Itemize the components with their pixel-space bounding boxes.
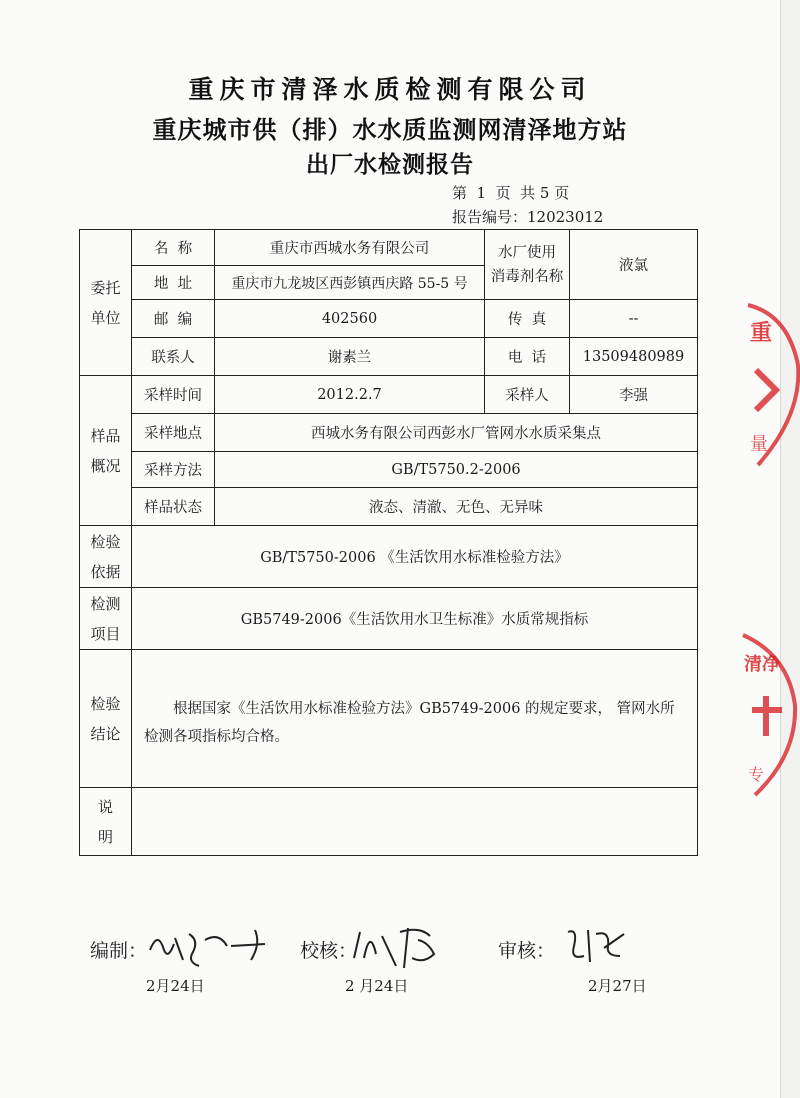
- row-name: [80, 230, 698, 266]
- red-seal-bottom-icon: [738, 630, 800, 800]
- disinfectant-value: 液氯: [570, 230, 698, 300]
- sample-state-label: 样品状态: [132, 488, 215, 526]
- compiler-signature: [145, 920, 285, 970]
- sample-place-label: 采样地点: [132, 414, 215, 452]
- conclusion-value: 根据国家《生活饮用水标准检验方法》GB5749-2006 的规定要求， 管网水所检测各项指标均合格。: [132, 650, 698, 788]
- disinfectant-label-line1: 水厂使用: [498, 244, 556, 261]
- report-number: 报告编号：12023012: [452, 208, 604, 226]
- company-title: 重庆市清泽水质检测有限公司: [188, 75, 592, 104]
- compile-label: 编制：: [90, 940, 148, 962]
- checker-signature: [348, 918, 458, 973]
- name-label: 名 称: [132, 230, 215, 266]
- sample-section-label: 样品 概况: [80, 376, 132, 526]
- address-label: 地 址: [132, 266, 215, 300]
- disinfectant-label-line2: 消毒剂名称: [490, 268, 564, 285]
- items-value: GB5749-2006《生活饮用水卫生标准》水质常规指标: [132, 588, 698, 650]
- address-value: 重庆市九龙坡区西彭镇西庆路 55-5 号: [215, 266, 485, 300]
- remarks-value: [132, 788, 698, 856]
- sample-method-label: 采样方法: [132, 452, 215, 488]
- phone-value: 13509480989: [570, 338, 698, 376]
- row-sample-place: [80, 414, 698, 452]
- svg-text:专: 专: [748, 765, 765, 784]
- svg-text:清净: 清净: [744, 654, 780, 675]
- check-date: 2 月24日: [345, 977, 409, 995]
- sampler-value: 李强: [570, 376, 698, 414]
- page-info: 第 1 页 共 5 页: [452, 184, 570, 202]
- sample-place-value: 西城水务有限公司西彭水厂管网水水质采集点: [215, 414, 698, 452]
- row-sample-method: [80, 452, 698, 488]
- row-postcode: [80, 300, 698, 338]
- sample-state-value: 液态、清澈、无色、无异味: [215, 488, 698, 526]
- svg-text:重: 重: [750, 321, 773, 346]
- contact-value: 谢素兰: [215, 338, 485, 376]
- basis-label: 检验 依据: [80, 526, 132, 588]
- name-value: 重庆市西城水务有限公司: [215, 230, 485, 266]
- svg-text:量: 量: [750, 434, 768, 455]
- postcode-value: 402560: [215, 300, 485, 338]
- conclusion-label: 检验 结论: [80, 650, 132, 788]
- postcode-label: 邮 编: [132, 300, 215, 338]
- row-conclusion: [80, 650, 698, 788]
- row-sample-time: [80, 376, 698, 414]
- reviewer-signature: [560, 920, 640, 970]
- items-label: 检测 项目: [80, 588, 132, 650]
- fax-label: 传 真: [485, 300, 570, 338]
- red-seal-top-icon: [738, 300, 800, 470]
- sample-time-value: 2012.2.7: [215, 376, 485, 414]
- review-date: 2月27日: [588, 977, 647, 995]
- phone-label: 电 话: [485, 338, 570, 376]
- document-title: 出厂水检测报告: [306, 152, 474, 178]
- disinfectant-label: [485, 230, 570, 300]
- review-label: 审核：: [498, 940, 556, 962]
- station-title: 重庆城市供（排）水水质监测网清泽地方站: [152, 116, 628, 144]
- row-items: [80, 588, 698, 650]
- sample-method-value: GB/T5750.2-2006: [215, 452, 698, 488]
- row-remarks: [80, 788, 698, 856]
- compile-date: 2月24日: [146, 977, 205, 995]
- check-label: 校核：: [300, 940, 358, 962]
- contact-label: 联系人: [132, 338, 215, 376]
- row-basis: [80, 526, 698, 588]
- report-table: [79, 229, 698, 856]
- fax-value: --: [570, 300, 698, 338]
- row-contact: [80, 338, 698, 376]
- sample-time-label: 采样时间: [132, 376, 215, 414]
- sampler-label: 采样人: [485, 376, 570, 414]
- remarks-label: 说 明: [80, 788, 132, 856]
- entrust-section-label: 委托 单位: [80, 230, 132, 376]
- basis-value: GB/T5750-2006 《生活饮用水标准检验方法》: [132, 526, 698, 588]
- row-sample-state: [80, 488, 698, 526]
